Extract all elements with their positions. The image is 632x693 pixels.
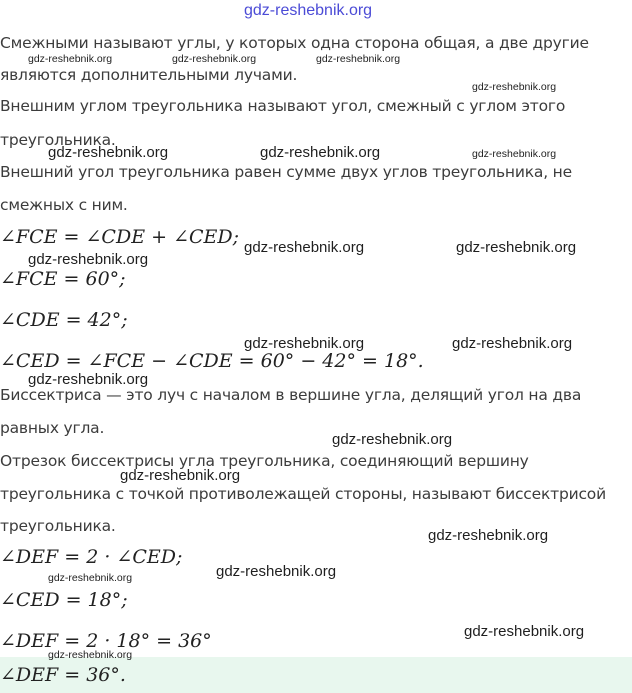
formula-line: ∠CED = ∠FCE − ∠CDE = 60° − 42° = 18°. <box>0 350 424 372</box>
paragraph-line: Отрезок биссектрисы угла треугольника, соединяющий вершину <box>0 452 529 470</box>
formula-line: ∠DEF = 2 · 18° = 36° <box>0 630 212 652</box>
watermark: gdz-reshebnik.org <box>316 53 401 65</box>
paragraph-line: Внешний угол треугольника равен сумме двух углов треугольника, не <box>0 163 572 181</box>
paragraph-line: Смежными называют углы, у которых одна сторона общая, а две другие <box>0 34 589 52</box>
watermark: gdz-reshebnik.org <box>456 239 577 256</box>
watermark: gdz-reshebnik.org <box>244 239 365 256</box>
paragraph-line: смежных с ним. <box>0 196 128 214</box>
paragraph-line: являются дополнительными лучами. <box>0 66 298 84</box>
watermark: gdz-reshebnik.org <box>332 431 453 448</box>
site-title[interactable]: gdz-reshebnik.org <box>244 2 373 19</box>
formula-line: ∠FCE = ∠CDE + ∠CED; <box>0 226 240 248</box>
watermark: gdz-reshebnik.org <box>48 572 133 584</box>
paragraph-line: треугольника. <box>0 517 116 535</box>
paragraph-line: треугольника с точкой противолежащей стороны, называют биссектрисой <box>0 485 606 503</box>
watermark: gdz-reshebnik.org <box>120 467 241 484</box>
paragraph-line: Внешним углом треугольника называют угол, смежный с углом этого <box>0 97 566 115</box>
paragraph-line: равных угла. <box>0 419 105 437</box>
formula-line: ∠CDE = 42°; <box>0 309 128 331</box>
watermark: gdz-reshebnik.org <box>28 251 149 268</box>
watermark: gdz-reshebnik.org <box>48 649 133 661</box>
watermark: gdz-reshebnik.org <box>260 144 381 161</box>
watermark: gdz-reshebnik.org <box>244 335 365 352</box>
formula-answer: ∠DEF = 36°. <box>0 664 126 686</box>
paragraph-line: треугольника. <box>0 131 116 149</box>
watermark: gdz-reshebnik.org <box>28 53 113 65</box>
watermark: gdz-reshebnik.org <box>172 53 257 65</box>
formula-line: ∠CED = 18°; <box>0 589 128 611</box>
watermark: gdz-reshebnik.org <box>428 527 549 544</box>
watermark: gdz-reshebnik.org <box>48 144 169 161</box>
watermark: gdz-reshebnik.org <box>216 563 337 580</box>
watermark: gdz-reshebnik.org <box>472 148 557 160</box>
watermark: gdz-reshebnik.org <box>452 335 573 352</box>
paragraph-line: Биссектриса — это луч с началом в вершине угла, делящий угол на два <box>0 386 582 404</box>
watermark: gdz-reshebnik.org <box>464 623 585 640</box>
formula-line: ∠DEF = 2 · ∠CED; <box>0 546 183 568</box>
watermark: gdz-reshebnik.org <box>28 371 149 388</box>
watermark: gdz-reshebnik.org <box>472 81 557 93</box>
formula-line: ∠FCE = 60°; <box>0 268 126 290</box>
